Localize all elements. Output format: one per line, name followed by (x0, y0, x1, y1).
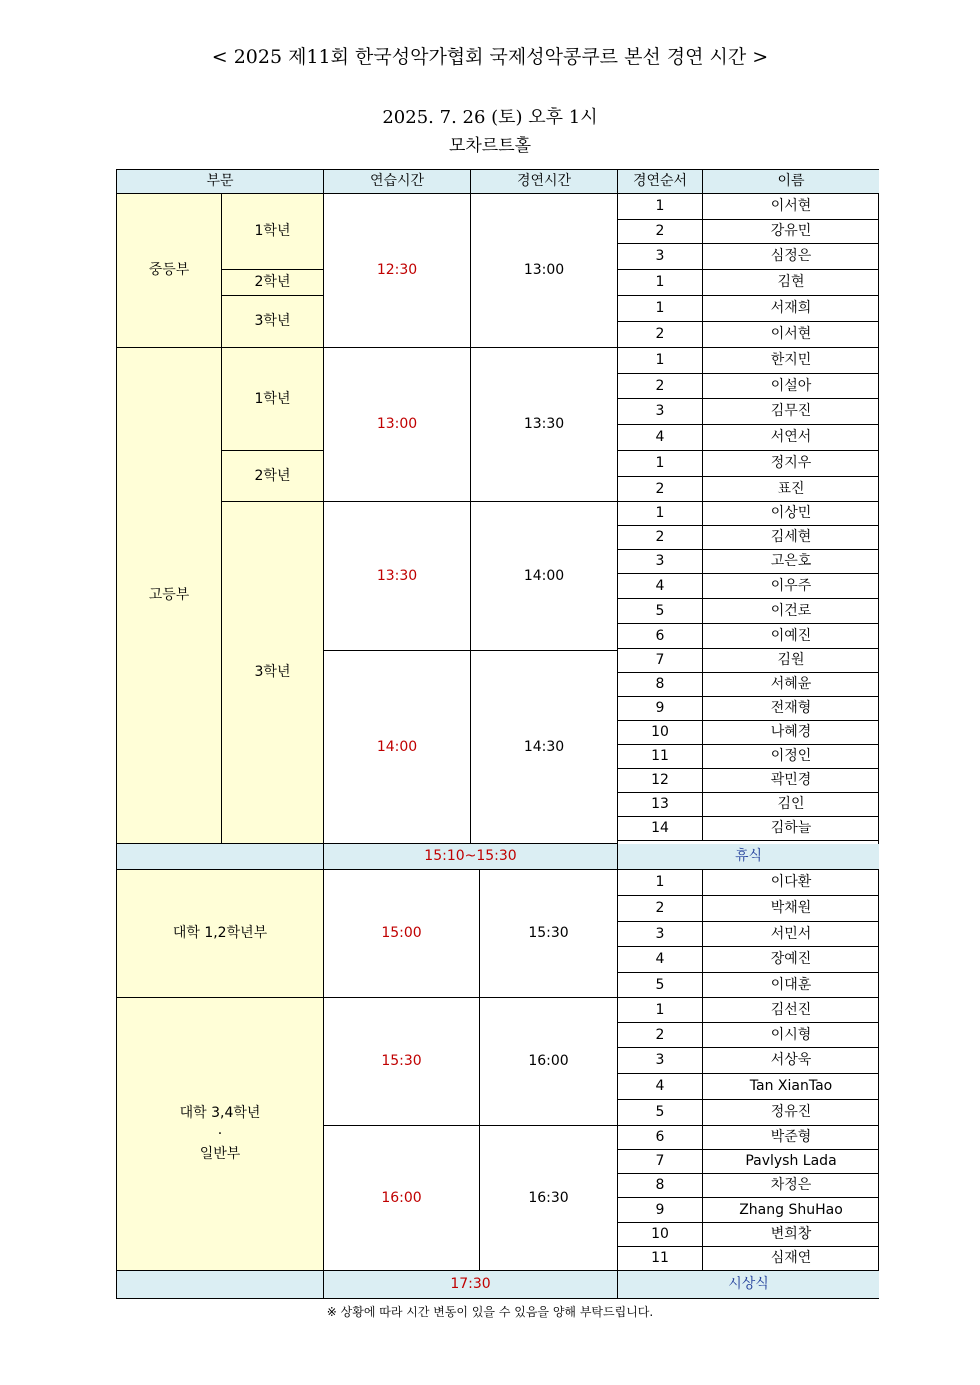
grade-label: 1학년 (222, 194, 324, 270)
dept-separator: · (217, 1125, 223, 1142)
performer-name: 심재연 (703, 1247, 879, 1271)
performance-order: 2 (618, 477, 703, 502)
performance-order: 7 (618, 649, 703, 673)
schedule-table (116, 169, 879, 1299)
performer-name: 이건로 (703, 599, 879, 624)
column-header-order: 경연순서 (618, 170, 703, 194)
column-header-division: 부문 (117, 170, 324, 194)
page-title: < 2025 제11회 한국성악가협회 국제성악콩쿠르 본선 경연 시간 > (211, 46, 769, 68)
award-blank-cell (117, 1271, 324, 1298)
dept-line: 대학 3,4학년 (179, 1104, 261, 1121)
performer-name: Zhang ShuHao (703, 1198, 879, 1223)
performance-order: 14 (618, 817, 703, 841)
performance-order: 5 (618, 973, 703, 998)
contest-time: 14:30 (471, 651, 618, 844)
performance-order: 1 (618, 451, 703, 477)
award-time: 17:30 (324, 1271, 618, 1298)
performance-order: 3 (618, 550, 703, 574)
performance-order: 3 (618, 922, 703, 947)
performer-name: 이예진 (703, 624, 879, 649)
dept-university-1-2: 대학 1,2학년부 (117, 870, 324, 998)
performer-name: 차정은 (703, 1174, 879, 1198)
performer-name: 전재형 (703, 697, 879, 721)
performance-order: 4 (618, 425, 703, 451)
performance-order: 9 (618, 697, 703, 721)
performer-name: Pavlysh Lada (703, 1150, 879, 1174)
break-blank-cell (117, 844, 324, 870)
grade-label: 1학년 (222, 348, 324, 451)
break-label: 휴식 (618, 844, 879, 870)
contest-time: 16:00 (480, 998, 618, 1126)
performer-name: 서상욱 (703, 1048, 879, 1074)
performance-order: 5 (618, 599, 703, 624)
grade-label: 2학년 (222, 270, 324, 296)
performer-name: 이상민 (703, 502, 879, 526)
performance-order: 11 (618, 745, 703, 769)
performer-name: 강유민 (703, 220, 879, 244)
performance-order: 4 (618, 947, 703, 973)
performer-name: 이다환 (703, 870, 879, 896)
performer-name: 이우주 (703, 574, 879, 599)
performer-name: 한지민 (703, 348, 879, 374)
performance-order: 1 (618, 870, 703, 896)
contest-time: 16:30 (480, 1126, 618, 1271)
practice-time: 12:30 (324, 194, 471, 348)
performer-name: 표진 (703, 477, 879, 502)
performer-name: 김현 (703, 270, 879, 296)
performer-name: 이정인 (703, 745, 879, 769)
dept-university-3-4-general (117, 998, 324, 1271)
performer-name: 정지우 (703, 451, 879, 477)
performer-name: Tan XianTao (703, 1074, 879, 1100)
performer-name: 김원 (703, 649, 879, 673)
grade-label: 3학년 (222, 296, 324, 348)
contest-time: 13:00 (471, 194, 618, 348)
award-label: 시상식 (618, 1271, 879, 1298)
performance-order: 2 (618, 896, 703, 922)
performance-order: 10 (618, 1223, 703, 1247)
event-venue: 모차르트홀 (448, 136, 532, 156)
performer-name: 박채원 (703, 896, 879, 922)
performance-order: 3 (618, 399, 703, 425)
performance-order: 12 (618, 769, 703, 793)
performer-name: 이서현 (703, 194, 879, 220)
dept-line: 일반부 (199, 1146, 241, 1163)
contest-time: 14:00 (471, 502, 618, 651)
contest-time: 13:30 (471, 348, 618, 502)
practice-time: 13:00 (324, 348, 471, 502)
performance-order: 1 (618, 194, 703, 220)
performance-order: 5 (618, 1100, 703, 1126)
performance-order: 1 (618, 348, 703, 374)
performer-name: 고은호 (703, 550, 879, 574)
performance-order: 1 (618, 502, 703, 526)
performer-name: 이시형 (703, 1023, 879, 1048)
performance-order: 6 (618, 624, 703, 649)
dept-high-school: 고등부 (117, 348, 222, 844)
column-header-name: 이름 (703, 170, 879, 194)
performer-name: 서혜윤 (703, 673, 879, 697)
performer-name: 이서현 (703, 322, 879, 348)
performer-name: 김하늘 (703, 817, 879, 841)
performer-name: 김무진 (703, 399, 879, 425)
performance-order: 9 (618, 1198, 703, 1223)
performer-name: 나혜경 (703, 721, 879, 745)
dept-middle-school: 중등부 (117, 194, 222, 348)
performance-order: 2 (618, 526, 703, 550)
performer-name: 서연서 (703, 425, 879, 451)
performance-order: 2 (618, 374, 703, 399)
grade-label: 3학년 (222, 502, 324, 844)
performer-name: 이대훈 (703, 973, 879, 998)
performer-name: 심정은 (703, 244, 879, 270)
performer-name: 이설아 (703, 374, 879, 399)
column-header-contest-time: 경연시간 (471, 170, 618, 194)
performance-order: 2 (618, 1023, 703, 1048)
performer-name: 곽민경 (703, 769, 879, 793)
practice-time: 14:00 (324, 651, 471, 844)
performer-name: 김선진 (703, 998, 879, 1023)
performance-order: 6 (618, 1126, 703, 1150)
performance-order: 1 (618, 296, 703, 322)
performance-order: 8 (618, 1174, 703, 1198)
footnote: ※ 상황에 따라 시간 변동이 있을 수 있음을 양해 부탁드립니다. (326, 1305, 654, 1319)
practice-time: 15:30 (324, 998, 480, 1126)
performance-order: 13 (618, 793, 703, 817)
performance-order: 3 (618, 1048, 703, 1074)
performer-name: 변희창 (703, 1223, 879, 1247)
performance-order: 11 (618, 1247, 703, 1271)
grade-label: 2학년 (222, 451, 324, 502)
performance-order: 1 (618, 998, 703, 1023)
contest-time: 15:30 (480, 870, 618, 998)
performance-order: 4 (618, 1074, 703, 1100)
performer-name: 서재희 (703, 296, 879, 322)
performer-name: 박준형 (703, 1126, 879, 1150)
performer-name: 김세현 (703, 526, 879, 550)
performance-order: 8 (618, 673, 703, 697)
performer-name: 장예진 (703, 947, 879, 973)
break-time: 15:10~15:30 (324, 844, 618, 870)
performance-order: 2 (618, 322, 703, 348)
performance-order: 4 (618, 574, 703, 599)
performance-order: 3 (618, 244, 703, 270)
performance-order: 7 (618, 1150, 703, 1174)
performer-name: 서민서 (703, 922, 879, 947)
practice-time: 13:30 (324, 502, 471, 651)
performance-order: 1 (618, 270, 703, 296)
column-header-practice-time: 연습시간 (324, 170, 471, 194)
performance-order: 2 (618, 220, 703, 244)
performer-name: 정유진 (703, 1100, 879, 1126)
performer-name: 김인 (703, 793, 879, 817)
practice-time: 16:00 (324, 1126, 480, 1271)
performance-order: 10 (618, 721, 703, 745)
event-date: 2025. 7. 26 (토) 오후 1시 (382, 107, 598, 128)
practice-time: 15:00 (324, 870, 480, 998)
